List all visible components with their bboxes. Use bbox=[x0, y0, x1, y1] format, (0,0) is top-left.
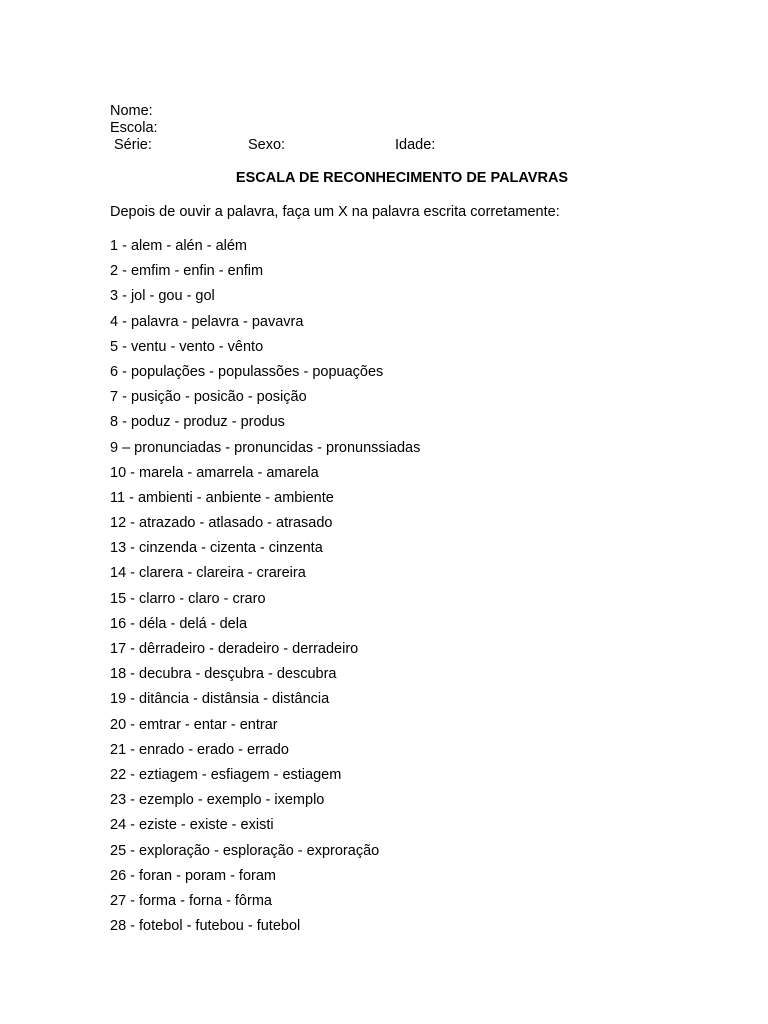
word-item: 16 - déla - delá - dela bbox=[110, 615, 248, 632]
word-item: 27 - forma - forna - fôrma bbox=[110, 892, 272, 909]
word-item: 18 - decubra - desçubra - descubra bbox=[110, 666, 337, 683]
word-item: 22 - eztiagem - esfiagem - estiagem bbox=[110, 766, 342, 783]
word-item: 14 - clarera - clareira - crareira bbox=[110, 565, 306, 582]
sexo-label: Sexo: bbox=[248, 137, 286, 153]
serie-label: Série: bbox=[114, 137, 152, 153]
word-item: 10 - marela - amarrela - amarela bbox=[110, 464, 319, 481]
word-item: 21 - enrado - erado - errado bbox=[110, 741, 289, 758]
word-item: 5 - ventu - vento - vênto bbox=[110, 338, 264, 355]
word-list bbox=[110, 237, 420, 942]
word-item: 12 - atrazado - atlasado - atrasado bbox=[110, 515, 333, 532]
word-item: 17 - dêrradeiro - deradeiro - derradeiro bbox=[110, 641, 359, 657]
word-item: 25 - exploração - esploração - exproração bbox=[110, 842, 380, 859]
word-item: 4 - palavra - pelavra - pavavra bbox=[110, 313, 304, 330]
word-item: 19 - ditância - distânsia - distância bbox=[110, 691, 330, 708]
word-item: 26 - foran - poram - foram bbox=[110, 867, 276, 884]
word-item: 7 - pusição - posicão - posição bbox=[110, 389, 307, 406]
idade-label: Idade: bbox=[395, 137, 436, 153]
instruction-text: Depois de ouvir a palavra, faça um X na palavra escrita corretamente: bbox=[110, 204, 560, 220]
word-item: 20 - emtrar - entar - entrar bbox=[110, 716, 278, 733]
word-item: 15 - clarro - claro - craro bbox=[110, 590, 266, 607]
word-item: 9 – pronunciadas - pronuncidas - pronunssiadas bbox=[110, 439, 421, 456]
document-title: ESCALA DE RECONHECIMENTO DE PALAVRAS bbox=[235, 170, 569, 186]
word-item: 1 - alem - alén - além bbox=[110, 238, 247, 254]
word-item: 8 - poduz - produz - produs bbox=[110, 414, 285, 431]
word-item: 24 - eziste - existe - existi bbox=[110, 817, 274, 834]
word-item: 2 - emfim - enfin - enfim bbox=[110, 263, 264, 280]
word-item: 11 - ambienti - anbiente - ambiente bbox=[110, 489, 334, 506]
word-item: 3 - jol - gou - gol bbox=[110, 288, 215, 305]
word-item: 6 - populações - populassões - popuações bbox=[110, 363, 384, 380]
nome-label: Nome: bbox=[110, 103, 153, 119]
word-item: 23 - ezemplo - exemplo - ixemplo bbox=[110, 792, 325, 809]
escola-label: Escola: bbox=[110, 120, 158, 136]
word-item: 28 - fotebol - futebou - futebol bbox=[110, 918, 301, 935]
word-item: 13 - cinzenda - cizenta - cinzenta bbox=[110, 540, 323, 557]
